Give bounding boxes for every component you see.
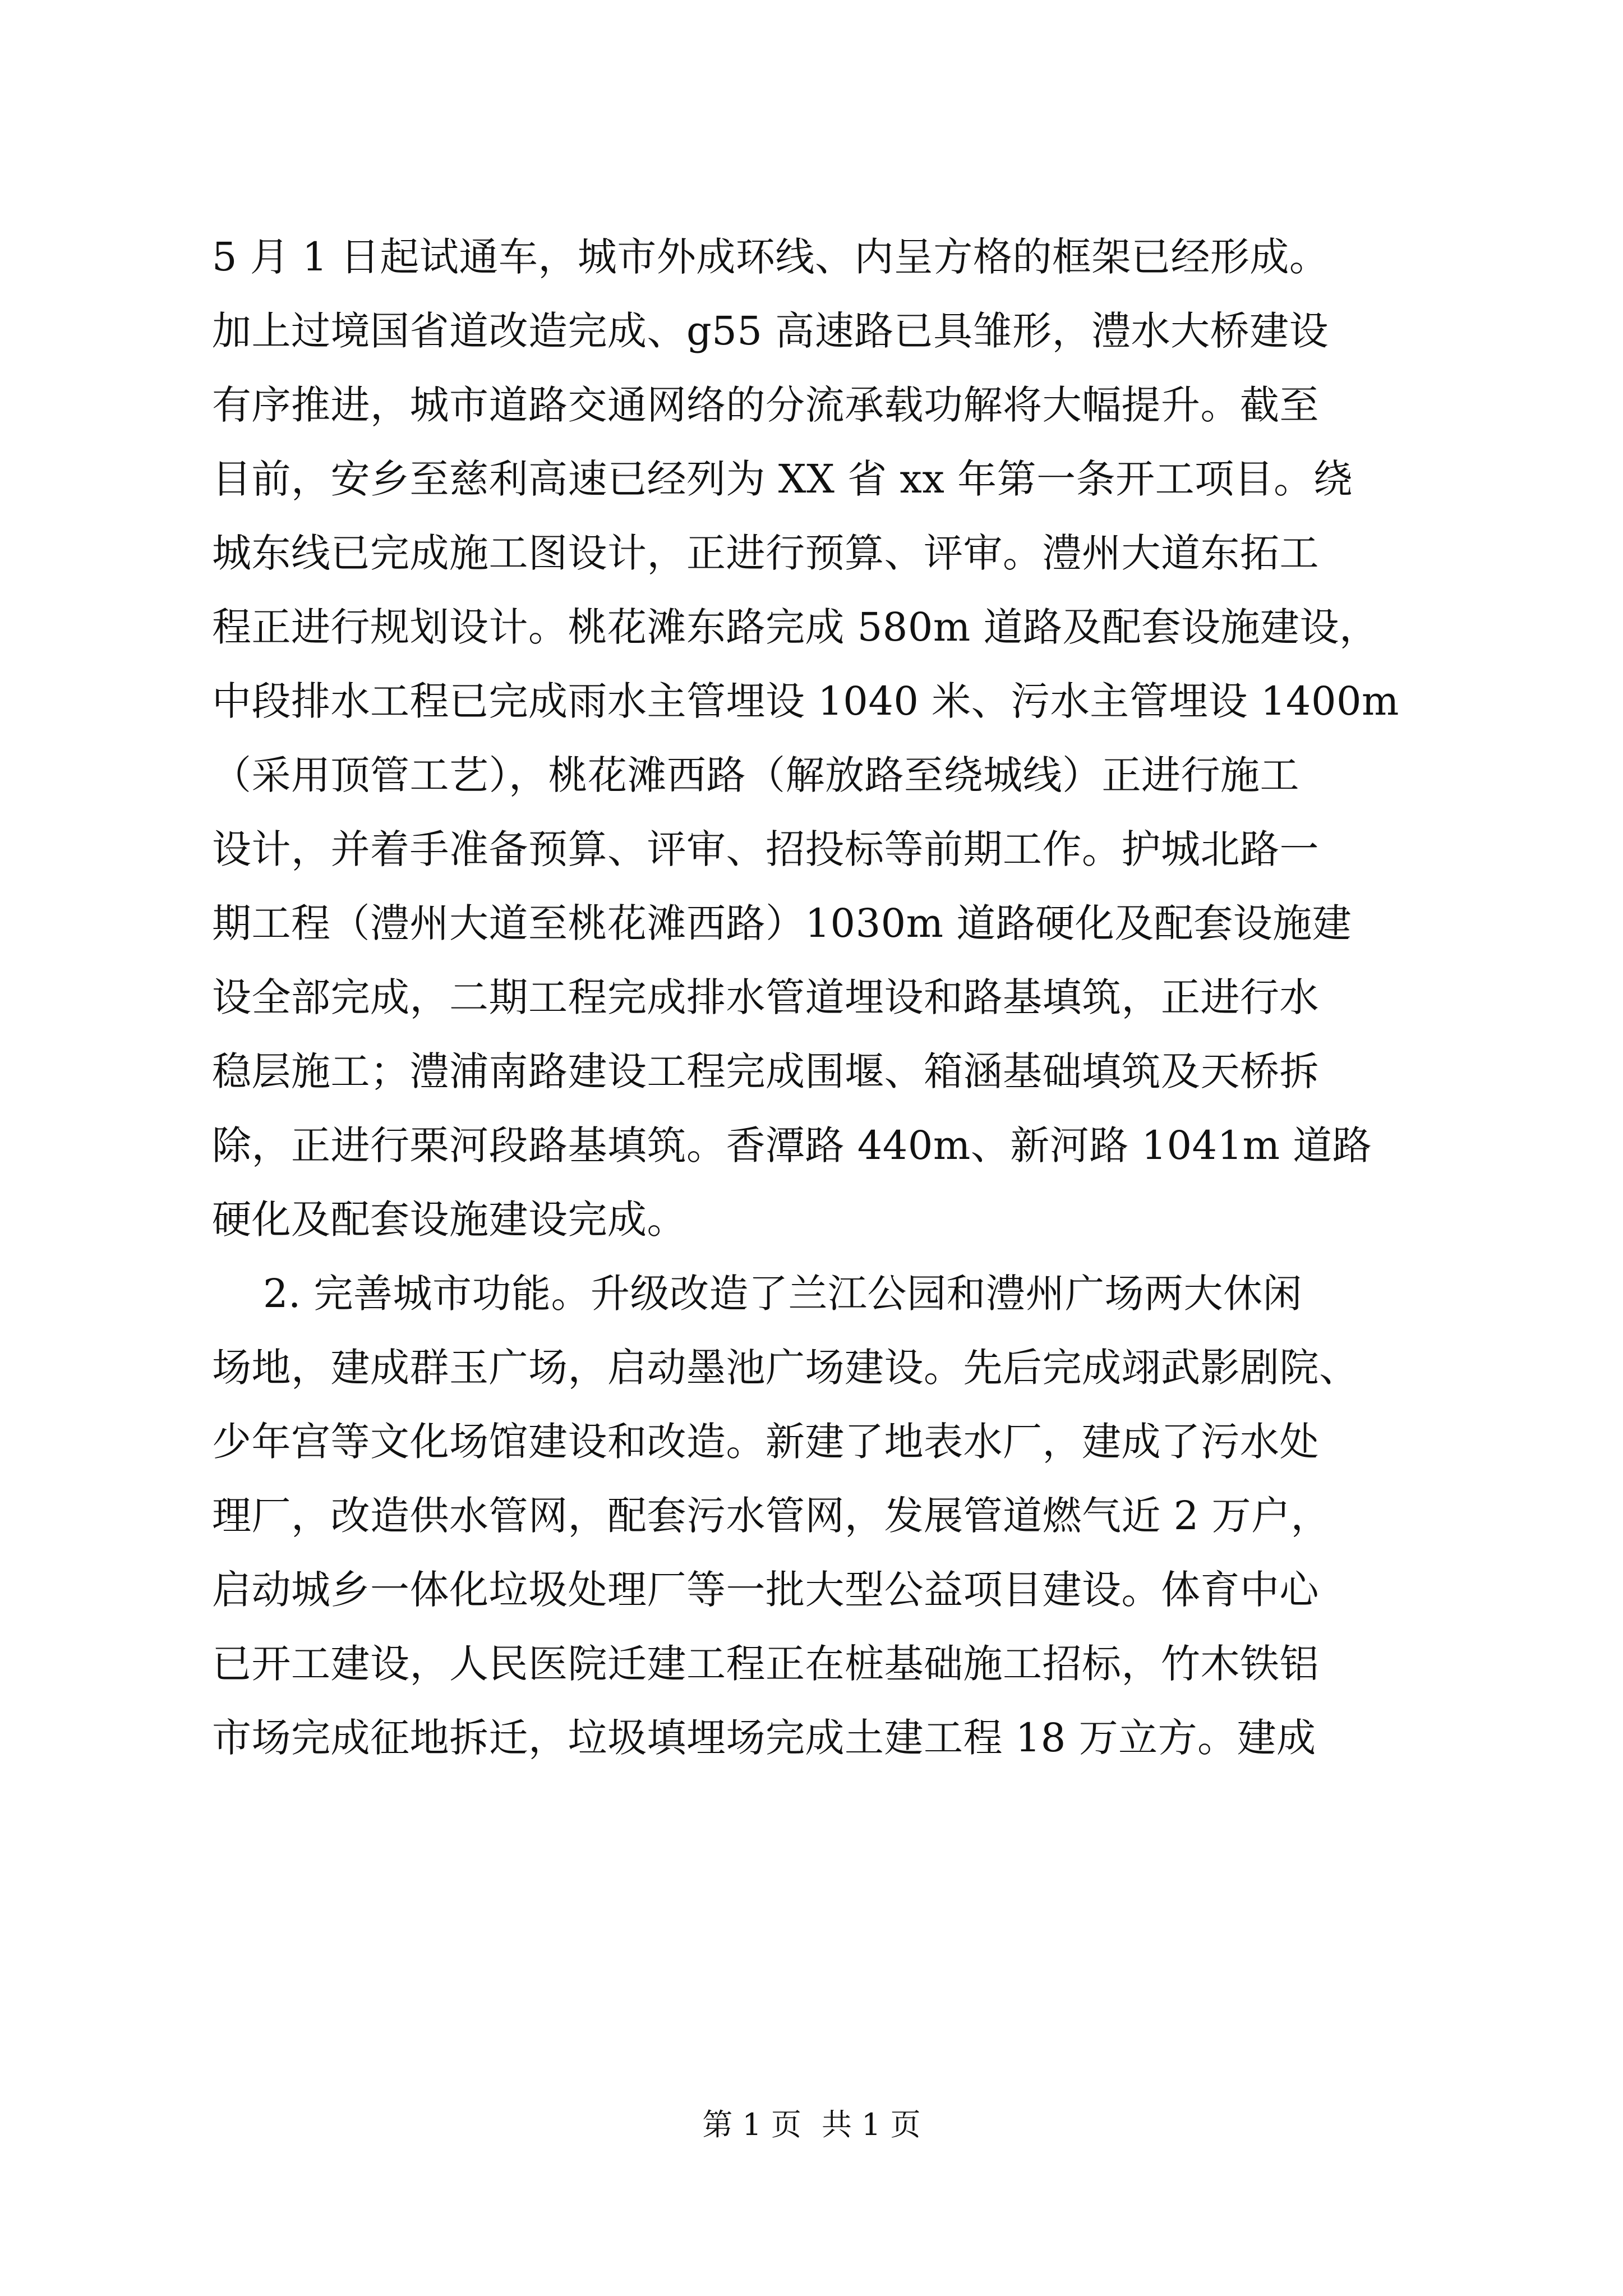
text-line: 市场完成征地拆迁，垃圾填埋场完成土建工程 18 万立方。建成 bbox=[212, 1715, 1316, 1761]
paragraph-start-line: 2. 完善城市功能。升级改造了兰江公园和澧州广场两大休闲 bbox=[212, 1271, 1303, 1317]
body-text bbox=[212, 220, 1412, 1775]
text-line: 城东线已完成施工图设计，正进行预算、评审。澧州大道东拓工 bbox=[212, 530, 1319, 576]
text-line: 少年宫等文化场馆建设和改造。新建了地表水厂，建成了污水处 bbox=[212, 1419, 1319, 1465]
text-line: 加上过境国省道改造完成、g55 高速路已具雏形，澧水大桥建设 bbox=[212, 308, 1329, 354]
text-line: 期工程（澧州大道至桃花滩西路）1030m 道路硬化及配套设施建 bbox=[212, 900, 1352, 946]
text-line: 已开工建设，人民医院迁建工程正在桩基础施工招标，竹木铁铝 bbox=[212, 1641, 1319, 1687]
text-line: 设计，并着手准备预算、评审、招投标等前期工作。护城北路一 bbox=[212, 826, 1319, 872]
text-line: （采用顶管工艺），桃花滩西路（解放路至绕城线）正进行施工 bbox=[212, 752, 1299, 798]
text-line: 5 月 1 日起试通车，城市外成环线、内呈方格的框架已经形成。 bbox=[212, 234, 1329, 280]
page-footer bbox=[0, 2102, 1623, 2147]
text-line: 有序推进，城市道路交通网络的分流承载功解将大幅提升。截至 bbox=[212, 382, 1319, 428]
page-number: 第 1 页 bbox=[702, 2107, 801, 2142]
page-total: 共 1 页 bbox=[822, 2107, 921, 2142]
text-line: 稳层施工；澧浦南路建设工程完成围堰、箱涵基础填筑及天桥拆 bbox=[212, 1048, 1319, 1094]
text-line: 硬化及配套设施建设完成。 bbox=[212, 1197, 686, 1243]
text-line: 目前，安乡至慈利高速已经列为 XX 省 xx 年第一条开工项目。绕 bbox=[212, 456, 1353, 502]
text-line: 程正进行规划设计。桃花滩东路完成 580m 道路及配套设施建设， bbox=[212, 604, 1379, 650]
text-line: 场地，建成群玉广场，启动墨池广场建设。先后完成翊武影剧院、 bbox=[212, 1345, 1359, 1391]
text-line: 理厂，改造供水管网，配套污水管网，发展管道燃气近 2 万户， bbox=[212, 1493, 1331, 1539]
text-line: 除，正进行栗河段路基填筑。香潭路 440m、新河路 1041m 道路 bbox=[212, 1122, 1372, 1168]
text-line: 中段排水工程已完成雨水主管埋设 1040 米、污水主管埋设 1400m bbox=[212, 678, 1399, 724]
text-line: 设全部完成，二期工程完成排水管道埋设和路基填筑，正进行水 bbox=[212, 974, 1319, 1020]
text-line: 启动城乡一体化垃圾处理厂等一批大型公益项目建设。体育中心 bbox=[212, 1567, 1319, 1613]
